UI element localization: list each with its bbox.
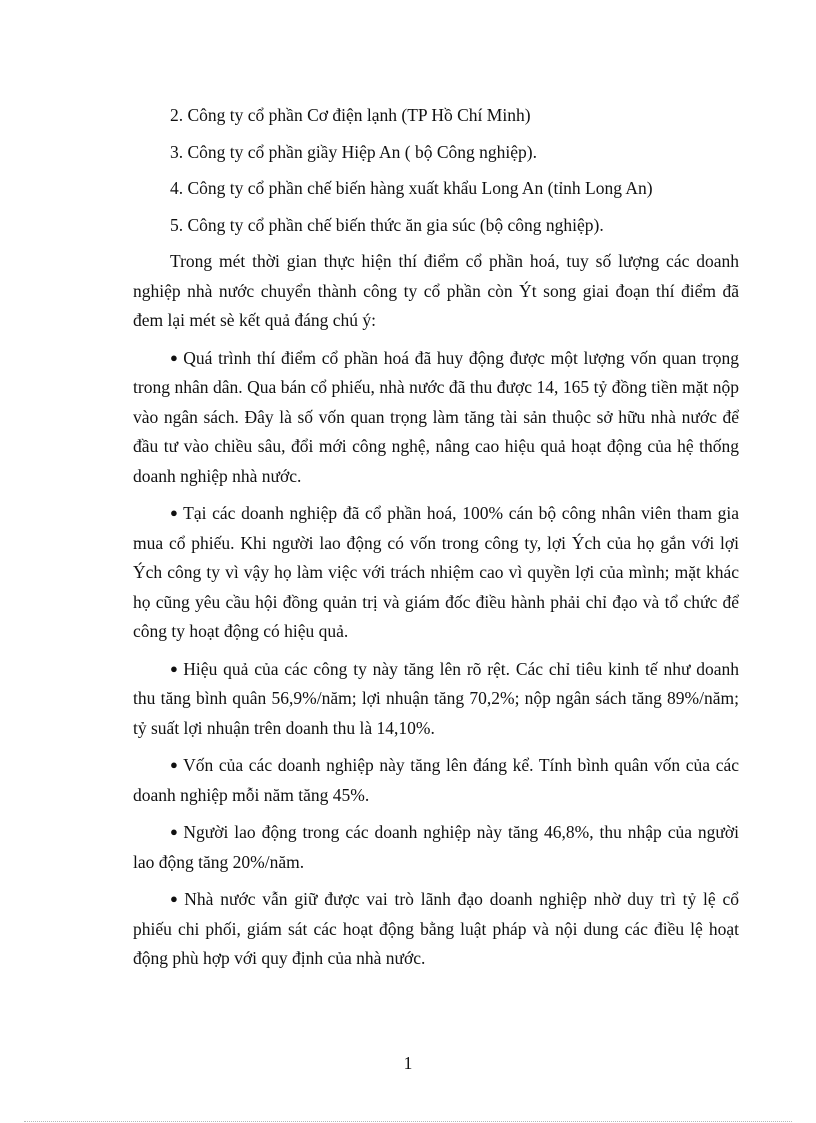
bullet-text: Tại các doanh nghiệp đã cổ phần hoá, 100% cán bộ công nhân viên tham gia mua cổ phiếu. Khi người lao động có vốn trong công ty, lợi Ých của họ gắn với lợi Ých công ty vì vậy họ làm việc với trách nhiệm cao vì quyền lợi của mình; mặt khác họ cũng yêu cầu hội đồng quản trị và giám đốc điều hành phải chỉ đạo và tổ chức để công ty hoạt động có hiệu quả.: [133, 503, 740, 641]
bullet-icon: ●: [170, 349, 180, 365]
bullet-paragraph: [133, 343, 739, 492]
bullet-icon: ●: [170, 505, 180, 520]
bullet-text: Quá trình thí điểm cổ phần hoá đã huy động được một lượng vốn quan trọng trong nhân dân. Qua bán cổ phiếu, nhà nước đã thu được 14, 165 tỷ đồng tiền mặt nộp vào ngân sách. Đây là số vốn quan trọng làm tăng tài sản thuộc sở hữu nhà nước để đầu tư vào chiều sâu, đổi mới công nghệ, nâng cao hiệu quả hoạt động của hệ thống doanh nghiệp nhà nước.: [133, 347, 740, 486]
bullet-text: Nhà nước vẫn giữ được vai trò lãnh đạo doanh nghiệp nhờ duy trì tỷ lệ cổ phiếu chi phối, giám sát các hoạt động bằng luật pháp và nội dung các điều lệ hoạt động phù hợp với quy định của nhà nước.: [133, 889, 739, 968]
list-item: 2. Công ty cổ phần Cơ điện lạnh (TP Hồ Chí Minh): [170, 105, 531, 125]
bullet-icon: ●: [170, 660, 180, 676]
bullet-paragraph: [133, 498, 739, 647]
bullet-text: Người lao động trong các doanh nghiệp này tăng 46,8%, thu nhập của người lao động tăng 20%/năm.: [133, 822, 739, 872]
bullet-icon: ●: [170, 824, 180, 839]
bullet-text: Vốn của các doanh nghiệp này tăng lên đáng kể. Tính bình quân vốn của các doanh nghiệp mỗi năm tăng 45%.: [133, 755, 739, 805]
bullet-paragraph: [133, 750, 739, 810]
page-body: [133, 101, 739, 981]
list-item: 5. Công ty cổ phần chế biến thức ăn gia súc (bộ công nghiệp).: [170, 214, 604, 235]
bullet-icon: ●: [170, 891, 181, 906]
bullet-paragraph: [133, 884, 739, 974]
page-bottom-divider: [24, 1121, 792, 1122]
bullet-icon: ●: [170, 757, 180, 772]
page-number: 1: [403, 1053, 413, 1073]
bullet-text: Hiệu quả của các công ty này tăng lên rõ rệt. Các chỉ tiêu kinh tế như doanh thu tăng bình quân 56,9%/năm; lợi nhuận tăng 70,2%; nộp ngân sách tăng 89%/năm; tỷ suất lợi nhuận trên doanh thu là 14,10%.: [133, 658, 739, 738]
list-item: 4. Công ty cổ phần chế biến hàng xuất khẩu Long An (tỉnh Long An): [170, 178, 653, 198]
bullet-paragraph: [133, 654, 739, 744]
list-item: 3. Công ty cổ phần giầy Hiệp An ( bộ Công nghiệp).: [170, 141, 537, 162]
intro-paragraph: Trong mét thời gian thực hiện thí điểm cổ phần hoá, tuy số lượng các doanh nghiệp nhà nước chuyển thành công ty cổ phần còn Ýt song giai đoạn thí điểm đã đem lại mét sè kết quả đáng chú ý:: [133, 251, 739, 330]
bullet-paragraph: [133, 817, 739, 877]
